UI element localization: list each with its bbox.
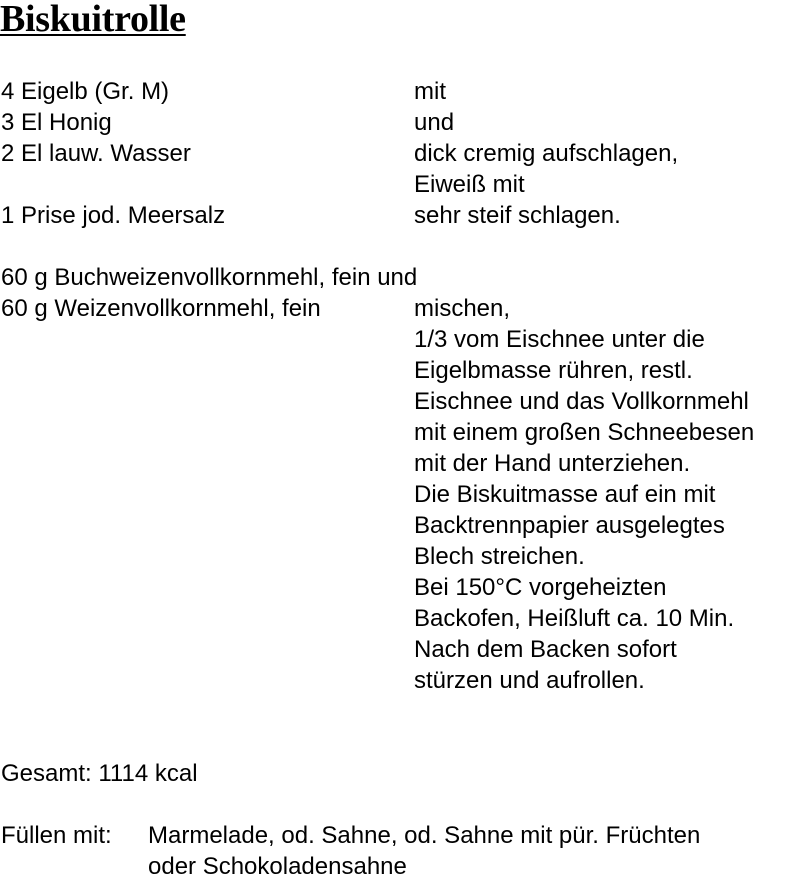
instruction-line: stürzen und aufrollen. [414,667,645,694]
instruction-line: Die Biskuitmasse auf ein mit [414,481,716,508]
instruction-line: Backtrennpapier ausgelegtes [414,512,725,539]
ingredient-line: 3 El Honig [1,109,112,136]
instruction-line: Bei 150°C vorgeheizten [414,574,667,601]
instruction-line: mit [414,78,446,105]
ingredient-line: 1 Prise jod. Meersalz [1,202,226,229]
instruction-line: Eigelbmasse rühren, restl. [414,357,693,384]
instruction-line: mischen, [414,295,511,322]
instruction-line: mit der Hand unterziehen. [414,450,691,477]
ingredient-line: 2 El lauw. Wasser [1,140,191,167]
ingredient-line: 60 g Buchweizenvollkornmehl, fein und [1,264,418,291]
instruction-line: und [414,109,455,136]
ingredient-line: 4 Eigelb (Gr. M) [1,78,170,105]
instruction-line: Blech streichen. [414,543,585,570]
instruction-line: Eiweiß mit [414,171,525,198]
instruction-line: sehr steif schlagen. [414,202,621,229]
ingredient-line: 60 g Weizenvollkornmehl, fein [1,295,321,322]
instruction-line: mit einem großen Schneebesen [414,419,755,446]
instruction-line: Backofen, Heißluft ca. 10 Min. [414,605,735,632]
filling-line: oder Schokoladensahne [148,853,407,880]
instruction-line: dick cremig aufschlagen, [414,140,679,167]
instruction-line: Nach dem Backen sofort [414,636,677,663]
total-calories: Gesamt: 1114 kcal [1,760,198,787]
filling-line: Marmelade, od. Sahne, od. Sahne mit pür. Früchten [148,822,701,849]
recipe-title: Biskuitrolle [0,0,186,40]
filling-label: Füllen mit: [1,822,112,849]
instruction-line: Eischnee und das Vollkornmehl [414,388,749,415]
instruction-line: 1/3 vom Eischnee unter die [414,326,705,353]
